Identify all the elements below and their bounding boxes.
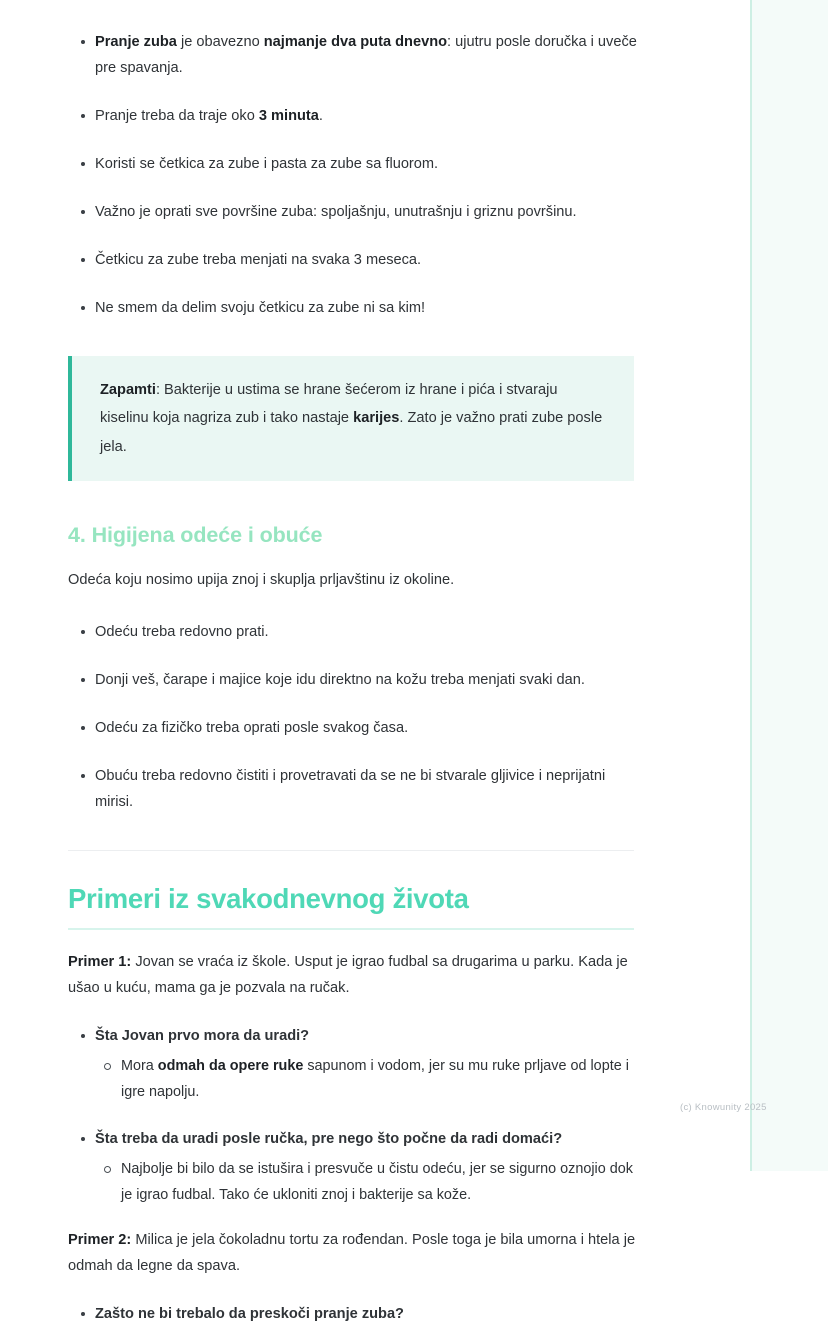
- example-2-qa-list: [68, 1302, 638, 1328]
- text-run: Odeću za fizičko treba oprati posle svakog časa.: [95, 720, 409, 737]
- copyright-watermark: (c) Knowunity 2025: [680, 1102, 767, 1113]
- text-run: Jovan se vraća iz škole. Usput je igrao fudbal sa drugarima u parku. Kada je ušao u kuću, mama ga je pozvala na ručak.: [68, 953, 628, 996]
- list-item: [68, 248, 638, 274]
- examples-section-heading: Primeri iz svakodnevnog života: [68, 883, 634, 930]
- text-run: Koristi se četkica za zube i pasta za zube sa fluorom.: [95, 155, 439, 172]
- text-run: Važno je oprati sve površine zuba: spoljašnju, unutrašnju i griznu površinu.: [95, 203, 577, 220]
- answer-item: [95, 1054, 638, 1105]
- remember-callout-text: [100, 376, 608, 461]
- text-run: Ne smem da delim svoju četkicu za zube ni sa kim!: [95, 299, 426, 316]
- right-margin-panel: [752, 0, 828, 1171]
- example-1-intro: [68, 950, 638, 1002]
- example-1-qa-list: [68, 1024, 638, 1209]
- text-run: : ujutru posle doručka i uveče pre spavanja.: [95, 34, 637, 76]
- text-run: Donji veš, čarape i majice koje idu direktno na kožu treba menjati svaki dan.: [95, 672, 585, 689]
- text-run: : Bakterije u ustima se hrane šećerom iz hrane i pića i stvaraju kiselinu koja nagriza zub i tako nastaje: [100, 381, 558, 427]
- text-run: Mora: [121, 1057, 158, 1074]
- list-item: [68, 30, 638, 82]
- text-run: . Zato je važno prati zube posle jela.: [100, 410, 603, 455]
- document-content: [68, 30, 638, 1328]
- text-run: Obuću treba redovno čistiti i provetravati da se ne bi stvarale gljivice i neprijatni mirisi.: [95, 768, 606, 810]
- example-2-intro: [68, 1228, 638, 1280]
- text-run: Milica je jela čokoladnu tortu za rođendan. Posle toga je bila umorna i htela je odmah da legne da spava.: [68, 1232, 636, 1275]
- clothing-hygiene-list: [68, 620, 638, 816]
- remember-callout: [68, 356, 634, 481]
- text-run: sapunom i vodom, jer su mu ruke prljave od lopte i igre napolju.: [121, 1057, 629, 1100]
- clothing-section-intro: Odeća koju nosimo upija znoj i skuplja prljavštinu iz okoline.: [68, 572, 455, 589]
- bold-text-run: Pranje zuba: [95, 34, 177, 50]
- answer-item: [95, 1157, 638, 1208]
- clothing-section-heading: 4. Higijena odeće i obuće: [68, 523, 323, 548]
- answer-list: [95, 1054, 638, 1105]
- bold-text-run: 3 minuta: [258, 107, 319, 124]
- bold-text-run: Primer 1:: [68, 953, 132, 970]
- list-item: [68, 764, 638, 816]
- list-item: [68, 296, 638, 322]
- question-item: Zašto ne bi trebalo da preskoči pranje zuba?: [68, 1302, 638, 1328]
- list-item: [68, 620, 638, 646]
- bold-text-run: najmanje dva puta dnevno: [263, 34, 448, 50]
- teeth-hygiene-list: [68, 30, 638, 322]
- text-run: Najbolje bi bilo da se istušira i presvuče u čistu odeću, jer se sigurno oznojio dok je igrao fudbal. Tako će ukloniti znoj i bakterije sa kože.: [121, 1161, 633, 1203]
- text-run: .: [318, 107, 323, 124]
- bold-text-run: Primer 2:: [68, 1232, 132, 1249]
- question-item: Šta treba da uradi posle ručka, pre nego što počne da radi domaći? Najbolje bi bilo da se istušira i presvuče u čistu odeću, jer se sigurno oznojio dok je igrao fudbal. Tako će ukloniti znoj i bakterije sa kože.: [68, 1127, 638, 1208]
- list-item: [68, 104, 638, 130]
- question-item: Šta Jovan prvo mora da uradi? Mora odmah da opere ruke sapunom i vodom, jer su mu ruke prljave od lopte i igre napolju.: [68, 1024, 638, 1105]
- list-item: [68, 152, 638, 178]
- bold-text-run: Zapamti: [100, 381, 156, 398]
- answer-list: [95, 1157, 638, 1208]
- section-divider: [68, 850, 634, 851]
- bold-text-run: odmah da opere ruke: [157, 1057, 304, 1074]
- list-item: [68, 716, 638, 742]
- text-run: je obavezno: [176, 34, 264, 50]
- text-run: Četkicu za zube treba menjati na svaka 3 meseca.: [95, 251, 422, 268]
- list-item: [68, 668, 638, 694]
- text-run: Odeću treba redovno prati.: [95, 624, 269, 641]
- list-item: [68, 200, 638, 226]
- text-run: Pranje treba da traje oko: [95, 107, 259, 124]
- bold-text-run: karijes: [353, 410, 400, 427]
